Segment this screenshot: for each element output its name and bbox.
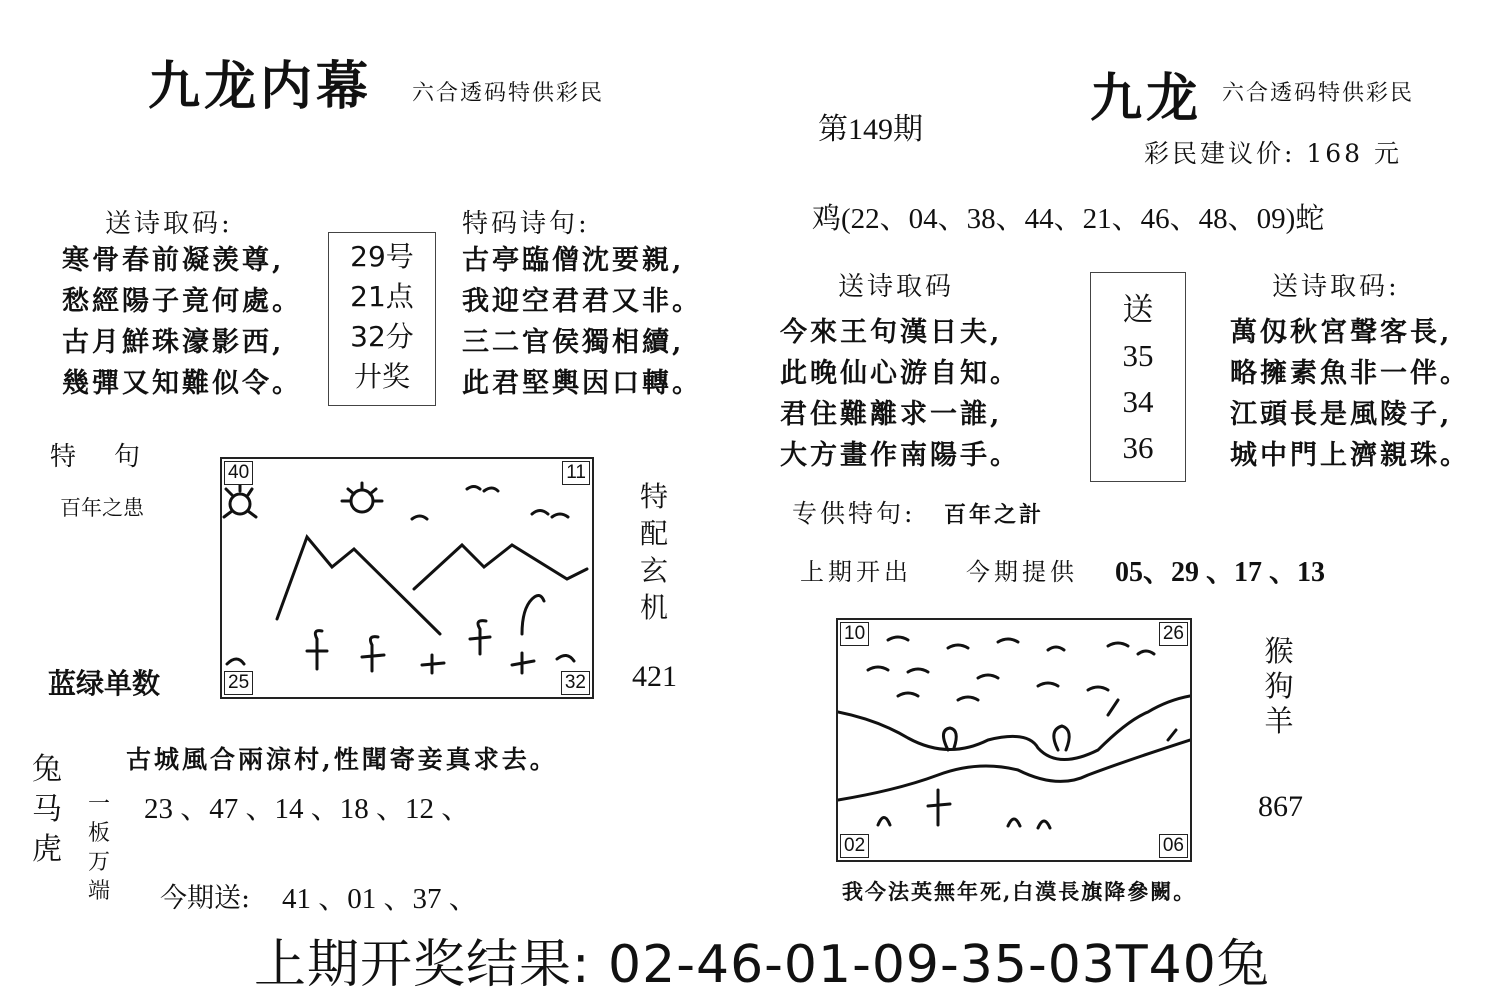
poem-line: 君住難離求一誰, bbox=[780, 399, 1003, 430]
poem-line: 幾彈又知難似令。 bbox=[62, 368, 302, 399]
poem-line: 萬仭秋宮聲客長, bbox=[1230, 317, 1453, 348]
poem-line: 江頭長是風陵子, bbox=[1230, 399, 1453, 430]
poem-line: 愁經陽子竟何處。 bbox=[62, 286, 302, 317]
poem-line: 大方畫作南陽手。 bbox=[780, 440, 1020, 471]
corner-top-left: 40 bbox=[224, 461, 253, 485]
box-line: 送 bbox=[1122, 292, 1154, 327]
poem-line: 古月鮮珠濠影西, bbox=[62, 327, 285, 358]
poem-line: 三二官侯獨相續, bbox=[462, 327, 685, 358]
yiban-vertical: 一板万端 bbox=[87, 792, 110, 904]
corner-bottom-left: 25 bbox=[224, 671, 253, 695]
poem-line: 此君堅輿因口轉。 bbox=[462, 368, 702, 399]
provide-label: 今期提供 bbox=[966, 558, 1078, 586]
left-landscape-picture bbox=[220, 457, 594, 699]
box-line: 34 bbox=[1122, 384, 1154, 419]
right-side-number: 867 bbox=[1258, 790, 1303, 823]
right-center-box bbox=[1090, 272, 1186, 482]
corner-bottom-right: 06 bbox=[1159, 834, 1188, 858]
landscape-drawing bbox=[838, 620, 1190, 860]
right-title: 九龙 bbox=[1090, 68, 1203, 129]
left-side-number: 421 bbox=[632, 660, 677, 693]
side-vertical-text: 特配玄机 bbox=[639, 480, 668, 624]
last-draw-result: 上期开奖结果: 02-46-01-09-35-03T40兔 bbox=[254, 935, 1270, 995]
special-label: 专供特句: bbox=[792, 499, 916, 528]
box-line: 36 bbox=[1122, 430, 1154, 465]
left-subtitle: 六合透码特供彩民 bbox=[412, 81, 605, 106]
color-label: 蓝绿单数 bbox=[48, 667, 161, 700]
numbers-line: 23 、47 、14 、18 、12 、 bbox=[144, 793, 471, 825]
corner-bottom-left: 02 bbox=[840, 834, 869, 858]
right-verse: 我今法英無年死,白漠長旗降參闕。 bbox=[842, 879, 1197, 904]
provide-numbers: 05、29 、17 、13 bbox=[1115, 557, 1326, 588]
corner-top-right: 26 bbox=[1159, 622, 1188, 646]
jinqi-label: 今期送: bbox=[160, 883, 251, 914]
box-line: 廾奖 bbox=[353, 360, 410, 393]
poem-line: 城中門上濟親珠。 bbox=[1230, 440, 1470, 471]
left-poem bbox=[62, 240, 302, 404]
left-poem-header: 送诗取码: bbox=[105, 209, 233, 239]
poem-line: 古亭臨僧沈要親, bbox=[462, 245, 685, 276]
tema-poem bbox=[462, 240, 702, 404]
teju-text: 百年之患 bbox=[60, 496, 144, 520]
right-poem-left bbox=[780, 312, 1020, 476]
right-zodiac-vertical: 猴狗羊 bbox=[1264, 634, 1294, 738]
issue-number: 第149期 bbox=[818, 113, 923, 146]
poem-line: 我迎空君君又非。 bbox=[462, 286, 702, 317]
right-poem-right bbox=[1230, 312, 1470, 476]
right-subtitle: 六合透码特供彩民 bbox=[1222, 81, 1415, 106]
corner-top-left: 10 bbox=[840, 622, 869, 646]
poem-line: 略擁素魚非一伴。 bbox=[1230, 358, 1470, 389]
price-label: 彩民建议价: 168 元 bbox=[1144, 139, 1403, 168]
left-zodiac-vertical: 兔马虎 bbox=[32, 752, 62, 867]
left-verse: 古城風合兩涼村,性聞寄妾真求去。 bbox=[126, 745, 558, 774]
poem-line: 今來王句漢日夫, bbox=[780, 317, 1003, 348]
teju-label: 特 句 bbox=[50, 442, 147, 472]
box-line: 29号 bbox=[350, 240, 414, 273]
tema-header: 特码诗句: bbox=[462, 209, 590, 239]
special-text: 百年之計 bbox=[944, 502, 1045, 528]
box-line: 21点 bbox=[350, 280, 414, 313]
ji-she-line: 鸡(22、04、38、44、21、46、48、09)蛇 bbox=[812, 203, 1325, 235]
right-poem-header-left: 送诗取码 bbox=[838, 272, 955, 302]
jinqi-numbers: 41 、01 、37 、 bbox=[282, 883, 478, 915]
left-center-box bbox=[328, 232, 436, 406]
landscape-drawing bbox=[222, 459, 592, 697]
last-label: 上期开出 bbox=[800, 558, 912, 586]
poem-line: 此晚仙心游自知。 bbox=[780, 358, 1020, 389]
box-line: 35 bbox=[1122, 338, 1154, 373]
poem-line: 寒骨春前凝羡尊, bbox=[62, 245, 285, 276]
corner-top-right: 11 bbox=[562, 461, 590, 485]
box-line: 32分 bbox=[350, 320, 414, 353]
left-title: 九龙内幕 bbox=[148, 56, 373, 117]
right-landscape-picture bbox=[836, 618, 1192, 862]
corner-bottom-right: 32 bbox=[561, 671, 590, 695]
right-poem-header-right: 送诗取码: bbox=[1272, 272, 1400, 302]
